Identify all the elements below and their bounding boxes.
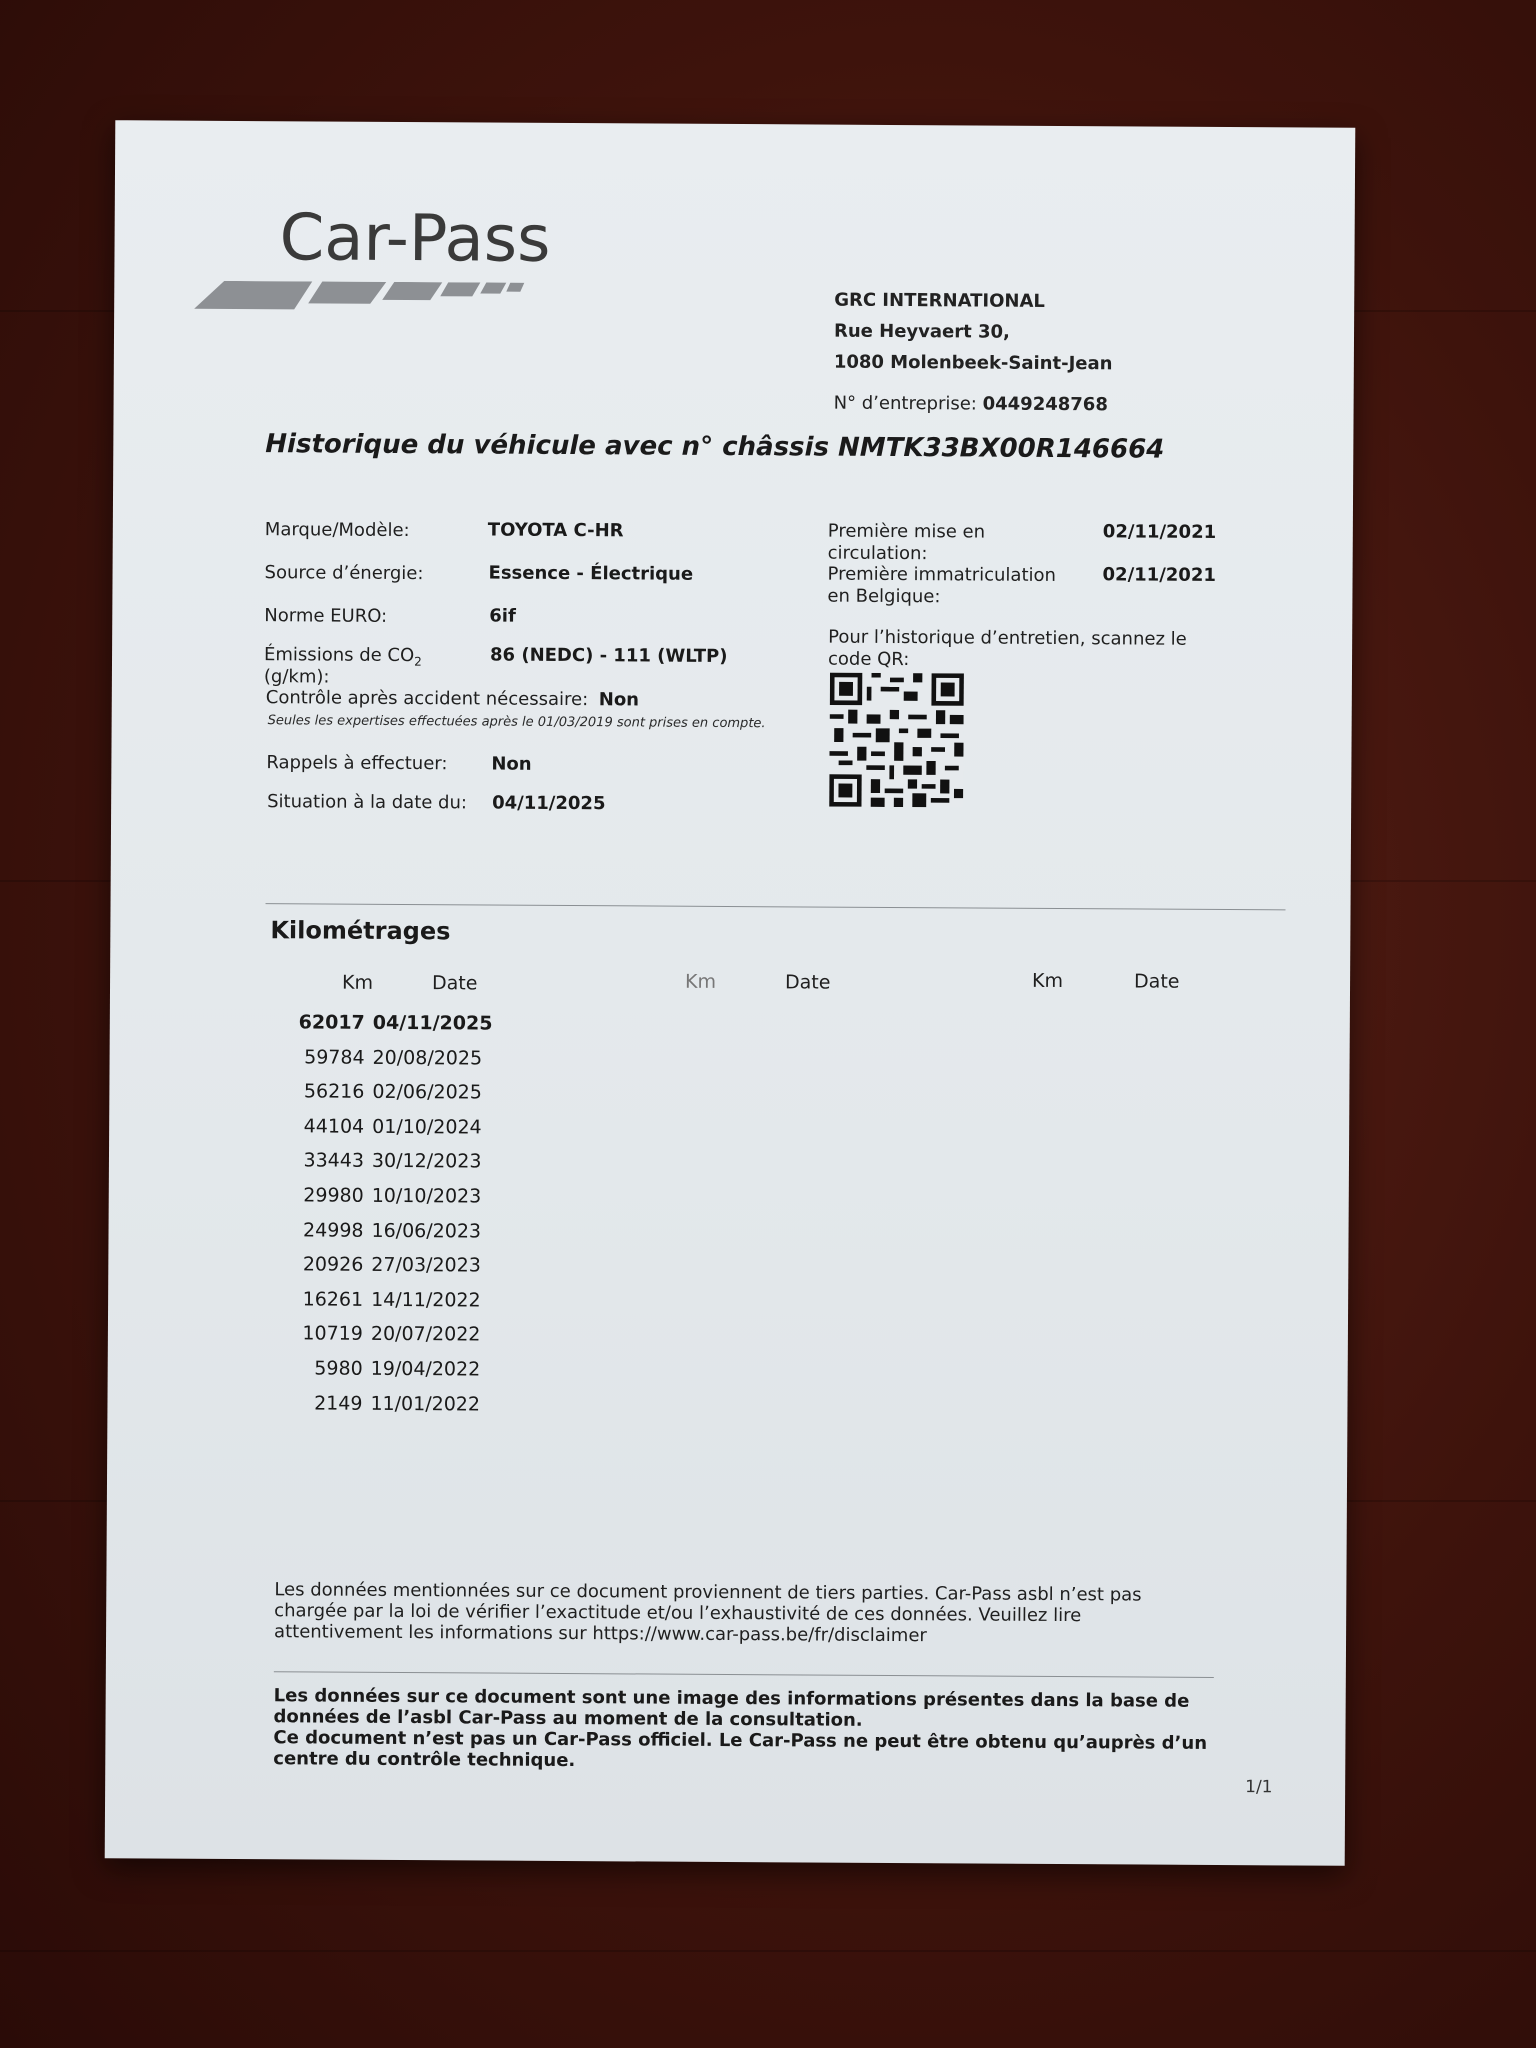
- col-km-1: Km: [341, 971, 374, 994]
- mileage-km: 2149: [314, 1392, 363, 1415]
- company-city: 1080 Molenbeek-Saint-Jean: [833, 351, 1113, 375]
- mileage-date: 02/06/2025: [372, 1081, 482, 1104]
- mileage-date: 01/10/2024: [372, 1115, 482, 1139]
- euro-value: 6if: [489, 605, 516, 627]
- co2-label: [264, 644, 422, 669]
- mileage-date: 20/07/2022: [370, 1323, 481, 1346]
- wood-grain: [0, 1950, 1536, 1952]
- energy-label: Source d’énergie:: [264, 562, 424, 585]
- page-number: 1/1: [1245, 1777, 1273, 1798]
- document-sheet: [105, 120, 1356, 1866]
- first-reg-label-1: Première immatriculation: [827, 563, 1057, 586]
- accident-note: Seules les expertises effectuées après le 01/03/2019 sont prises en compte.: [267, 713, 766, 732]
- footer-divider: [274, 1671, 1214, 1678]
- qr-label-1: Pour l’historique d’entretien, scannez le: [828, 626, 1187, 650]
- enterprise-label: N° d’entreprise:: [833, 392, 977, 415]
- mileage-km: 33443: [303, 1149, 365, 1173]
- make-model-label: Marque/Modèle:: [264, 519, 410, 542]
- co2-label-sub: 2: [414, 654, 422, 669]
- company-name: GRC INTERNATIONAL: [834, 289, 1045, 312]
- qr-code-icon[interactable]: [829, 673, 964, 808]
- company-address: [834, 285, 1113, 380]
- energy-value: Essence - Électrique: [488, 562, 694, 585]
- mileage-date: 19/04/2022: [370, 1357, 481, 1381]
- co2-unit: (g/km):: [263, 666, 330, 688]
- mileage-date: 20/08/2025: [372, 1046, 483, 1070]
- col-date-3: Date: [1134, 970, 1180, 993]
- col-date-1: Date: [431, 972, 478, 995]
- page-title: Historique du véhicule avec n° châssis NMTK33BX00R146664: [265, 429, 1165, 465]
- section-divider: [266, 903, 1286, 910]
- co2-label-main: Émissions de CO: [263, 644, 415, 667]
- company-street: Rue Heyvaert 30,: [833, 320, 1010, 343]
- mileage-km: 16261: [302, 1288, 364, 1311]
- final-note-2: Ce document n’est pas un Car-Pass officiel. Le Car-Pass ne peut être obtenu qu’auprès d’un centre du contrôle technique.: [273, 1727, 1208, 1772]
- recalls-label: Rappels à effectuer:: [266, 752, 448, 775]
- first-use-value: 02/11/2021: [1102, 521, 1217, 543]
- mileage-title: Kilométrages: [270, 916, 451, 946]
- accident-label: Contrôle après accident nécessaire:: [265, 687, 589, 711]
- first-reg-value: 02/11/2021: [1102, 564, 1216, 586]
- qr-label-2: code QR:: [827, 648, 910, 671]
- situation-label: Situation à la date du:: [267, 791, 468, 814]
- mileage-km: 44104: [303, 1115, 365, 1138]
- mileage-date: 27/03/2023: [371, 1254, 481, 1277]
- mileage-km: 62017: [298, 1011, 365, 1034]
- mileage-date: 11/01/2022: [370, 1392, 481, 1416]
- enterprise-value: 0449248768: [982, 393, 1108, 416]
- mileage-date: 14/11/2022: [371, 1288, 481, 1312]
- make-model-value: TOYOTA C-HR: [487, 519, 624, 542]
- mileage-km: 24998: [303, 1218, 364, 1242]
- accident-value: Non: [598, 689, 640, 711]
- mileage-km: 29980: [303, 1184, 364, 1207]
- mileage-km: 59784: [304, 1045, 365, 1069]
- col-km-2: Km: [685, 970, 717, 993]
- car-pass-logo-stripes-icon: [194, 281, 554, 323]
- recalls-value: Non: [491, 753, 532, 775]
- col-date-2: Date: [784, 971, 831, 994]
- mileage-km: 5980: [314, 1357, 363, 1380]
- mileage-km: 10719: [302, 1322, 363, 1346]
- euro-label: Norme EURO:: [264, 605, 388, 627]
- mileage-km: 56216: [303, 1080, 365, 1103]
- mileage-date: 16/06/2023: [371, 1219, 482, 1243]
- first-use-label-2: circulation:: [827, 542, 928, 565]
- enterprise-number: [834, 393, 1108, 416]
- first-reg-label-2: en Belgique:: [827, 585, 941, 608]
- disclaimer-text: Les données mentionnées sur ce document proviennent de tiers parties. Car-Pass asbl n’est pas chargée par la loi de vérifier l’exactitude et/ou l’exhaustivité de ces données. Veuillez lire attentivement les informations sur https://www.car-pass.be/fr/disclaimer: [274, 1579, 1142, 1647]
- mileage-date: 10/10/2023: [371, 1184, 482, 1208]
- mileage-date: 04/11/2025: [372, 1011, 493, 1035]
- mileage-km: 20926: [302, 1253, 364, 1276]
- final-note-1: Les données sur ce document sont une image des informations présentes dans la base de données de l’asbl Car-Pass au moment de la consultation.: [273, 1685, 1190, 1731]
- final-note: [273, 1685, 1233, 1775]
- co2-value: 86 (NEDC) - 111 (WLTP): [489, 644, 728, 667]
- col-km-3: Km: [1032, 969, 1064, 993]
- situation-value: 04/11/2025: [492, 792, 606, 815]
- car-pass-logo: Car-Pass: [279, 201, 551, 277]
- mileage-date: 30/12/2023: [371, 1150, 482, 1173]
- first-use-label-1: Première mise en: [827, 520, 986, 543]
